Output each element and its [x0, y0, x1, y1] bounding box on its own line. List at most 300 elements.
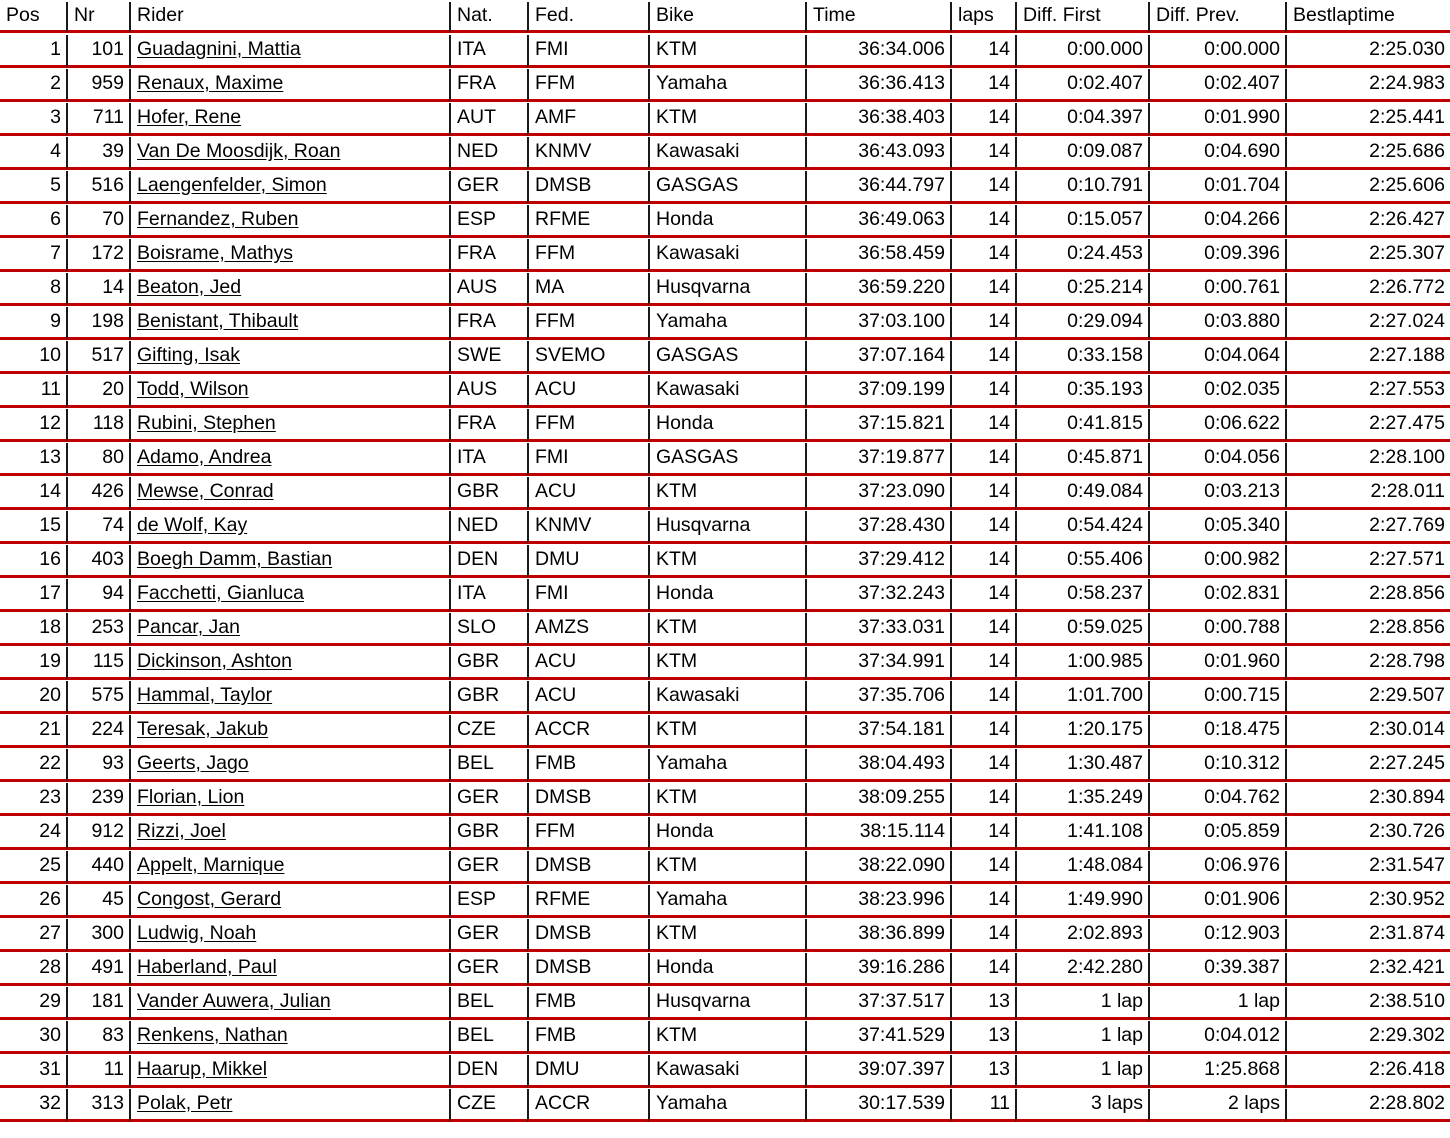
cell-value-fed: FFM — [527, 239, 648, 272]
table-row — [0, 68, 1450, 102]
cell-value-laps: 14 — [950, 273, 1015, 306]
cell-bike — [648, 884, 805, 918]
cell-time — [805, 850, 950, 884]
rider-name-link[interactable]: Facchetti, Gianluca — [137, 581, 304, 604]
cell-value-nat: DEN — [449, 545, 527, 578]
cell-value-pos: 19 — [0, 647, 66, 680]
cell-value-bike: KTM — [648, 783, 805, 816]
rider-name-link[interactable]: Geerts, Jago — [137, 751, 249, 774]
rider-name-link[interactable]: Hofer, Rene — [137, 105, 242, 128]
cell-value-dprev: 0:01.960 — [1148, 647, 1285, 680]
cell-laps — [950, 680, 1015, 714]
cell-value-nr: 45 — [66, 885, 129, 918]
cell-value-time: 36:58.459 — [805, 239, 950, 272]
cell-value-nr: 959 — [66, 69, 129, 102]
table-row — [0, 748, 1450, 782]
table-row — [0, 918, 1450, 952]
cell-dprev — [1148, 782, 1285, 816]
cell-best — [1285, 272, 1450, 306]
cell-value-nr: 517 — [66, 341, 129, 374]
cell-pos — [0, 1088, 66, 1122]
column-header-dprev[interactable] — [1148, 0, 1285, 34]
cell-fed — [527, 952, 648, 986]
rider-cell-inner — [129, 375, 449, 408]
rider-name-link[interactable]: Renaux, Maxime — [137, 71, 284, 94]
cell-rider — [129, 850, 449, 884]
rider-name-link[interactable]: Pancar, Jan — [137, 615, 240, 638]
cell-best — [1285, 680, 1450, 714]
cell-bike — [648, 578, 805, 612]
cell-pos — [0, 34, 66, 68]
rider-cell-inner — [129, 103, 449, 136]
rider-cell-inner — [129, 885, 449, 918]
cell-time — [805, 612, 950, 646]
cell-dfirst — [1015, 68, 1148, 102]
rider-name-link[interactable]: Van De Moosdijk, Roan — [137, 139, 341, 162]
cell-value-best: 2:29.507 — [1285, 681, 1450, 714]
cell-rider — [129, 1088, 449, 1122]
cell-pos — [0, 952, 66, 986]
cell-dprev — [1148, 408, 1285, 442]
cell-value-time: 36:38.403 — [805, 103, 950, 136]
cell-fed — [527, 34, 648, 68]
cell-best — [1285, 238, 1450, 272]
rider-cell-inner — [129, 341, 449, 374]
cell-pos — [0, 612, 66, 646]
cell-value-fed: FMI — [527, 579, 648, 612]
rider-name-link[interactable]: Laengenfelder, Simon — [137, 173, 327, 196]
cell-bike — [648, 748, 805, 782]
cell-value-nat: GER — [449, 171, 527, 204]
cell-value-nr: 575 — [66, 681, 129, 714]
rider-name-link[interactable]: Polak, Petr — [137, 1091, 233, 1114]
cell-dfirst — [1015, 850, 1148, 884]
cell-fed — [527, 714, 648, 748]
cell-value-best: 2:30.952 — [1285, 885, 1450, 918]
rider-name-link[interactable]: Gifting, Isak — [137, 343, 240, 366]
cell-value-best: 2:26.418 — [1285, 1055, 1450, 1088]
cell-dprev — [1148, 646, 1285, 680]
table-row — [0, 578, 1450, 612]
cell-nr — [66, 680, 129, 714]
cell-time — [805, 306, 950, 340]
cell-value-nat: GER — [449, 783, 527, 816]
cell-bike — [648, 646, 805, 680]
cell-nat — [449, 68, 527, 102]
cell-value-pos: 32 — [0, 1089, 66, 1122]
rider-name-link[interactable]: de Wolf, Kay — [137, 513, 248, 536]
column-header-nr[interactable] — [66, 0, 129, 34]
column-header-fed[interactable] — [527, 0, 648, 34]
cell-best — [1285, 816, 1450, 850]
cell-value-pos: 27 — [0, 919, 66, 952]
rider-name-link[interactable]: Vander Auwera, Julian — [137, 989, 331, 1012]
cell-laps — [950, 918, 1015, 952]
cell-value-laps: 14 — [950, 783, 1015, 816]
cell-value-dfirst: 0:33.158 — [1015, 341, 1148, 374]
cell-fed — [527, 170, 648, 204]
cell-rider — [129, 748, 449, 782]
cell-nat — [449, 374, 527, 408]
cell-nr — [66, 986, 129, 1020]
cell-value-nat: ITA — [449, 35, 527, 68]
cell-value-best: 2:31.874 — [1285, 919, 1450, 952]
rider-name-link[interactable]: Fernandez, Ruben — [137, 207, 299, 230]
cell-best — [1285, 170, 1450, 204]
cell-value-laps: 14 — [950, 885, 1015, 918]
cell-value-nat: FRA — [449, 409, 527, 442]
cell-value-dprev: 0:06.622 — [1148, 409, 1285, 442]
cell-value-dprev: 0:04.690 — [1148, 137, 1285, 170]
cell-value-fed: DMU — [527, 1055, 648, 1088]
cell-dprev — [1148, 510, 1285, 544]
cell-value-dfirst: 1:41.108 — [1015, 817, 1148, 850]
cell-bike — [648, 408, 805, 442]
cell-bike — [648, 544, 805, 578]
table-row — [0, 34, 1450, 68]
column-header-nat[interactable] — [449, 0, 527, 34]
cell-laps — [950, 714, 1015, 748]
rider-name-link[interactable]: Dickinson, Ashton — [137, 649, 293, 672]
cell-nr — [66, 918, 129, 952]
cell-laps — [950, 136, 1015, 170]
cell-value-nr: 70 — [66, 205, 129, 238]
cell-rider — [129, 680, 449, 714]
cell-best — [1285, 1020, 1450, 1054]
cell-value-dfirst: 0:49.084 — [1015, 477, 1148, 510]
table-row — [0, 306, 1450, 340]
rider-name-link[interactable]: Renkens, Nathan — [137, 1023, 288, 1046]
cell-fed — [527, 1054, 648, 1088]
cell-best — [1285, 544, 1450, 578]
cell-nat — [449, 748, 527, 782]
cell-value-nr: 11 — [66, 1055, 129, 1088]
cell-dprev — [1148, 1088, 1285, 1122]
rider-name-link[interactable]: Teresak, Jakub — [137, 717, 269, 740]
cell-rider — [129, 306, 449, 340]
table-body — [0, 34, 1450, 1122]
cell-value-time: 38:23.996 — [805, 885, 950, 918]
rider-name-link[interactable]: Adamo, Andrea — [137, 445, 272, 468]
cell-value-bike: KTM — [648, 613, 805, 646]
cell-value-time: 36:44.797 — [805, 171, 950, 204]
cell-value-dfirst: 0:41.815 — [1015, 409, 1148, 442]
cell-nat — [449, 1020, 527, 1054]
cell-value-best: 2:28.798 — [1285, 647, 1450, 680]
cell-value-pos: 10 — [0, 341, 66, 374]
rider-cell-inner — [129, 1089, 449, 1122]
cell-laps — [950, 102, 1015, 136]
cell-nat — [449, 884, 527, 918]
cell-best — [1285, 68, 1450, 102]
cell-best — [1285, 918, 1450, 952]
cell-dfirst — [1015, 578, 1148, 612]
cell-value-laps: 14 — [950, 103, 1015, 136]
cell-pos — [0, 306, 66, 340]
cell-value-dfirst: 1:20.175 — [1015, 715, 1148, 748]
cell-value-time: 37:33.031 — [805, 613, 950, 646]
cell-value-dprev: 0:04.056 — [1148, 443, 1285, 476]
table-row — [0, 714, 1450, 748]
cell-value-nr: 39 — [66, 137, 129, 170]
cell-bike — [648, 782, 805, 816]
rider-name-link[interactable]: Rubini, Stephen — [137, 411, 276, 434]
cell-value-best: 2:26.427 — [1285, 205, 1450, 238]
cell-value-dprev: 0:03.880 — [1148, 307, 1285, 340]
cell-dfirst — [1015, 986, 1148, 1020]
cell-value-dfirst: 0:00.000 — [1015, 35, 1148, 68]
rider-name-link[interactable]: Congost, Gerard — [137, 887, 282, 910]
cell-value-bike: Honda — [648, 953, 805, 986]
cell-time — [805, 748, 950, 782]
cell-value-time: 37:41.529 — [805, 1021, 950, 1054]
cell-rider — [129, 272, 449, 306]
cell-value-laps: 14 — [950, 307, 1015, 340]
cell-value-dprev: 0:09.396 — [1148, 239, 1285, 272]
cell-value-nr: 118 — [66, 409, 129, 442]
cell-laps — [950, 1088, 1015, 1122]
rider-name-link[interactable]: Boisrame, Mathys — [137, 241, 294, 264]
cell-value-time: 37:09.199 — [805, 375, 950, 408]
cell-rider — [129, 374, 449, 408]
cell-nat — [449, 408, 527, 442]
rider-name-link[interactable]: Haberland, Paul — [137, 955, 277, 978]
column-header-laps[interactable] — [950, 0, 1015, 34]
cell-value-laps: 14 — [950, 239, 1015, 272]
rider-name-link[interactable]: Florian, Lion — [137, 785, 245, 808]
cell-pos — [0, 1054, 66, 1088]
cell-value-best: 2:28.802 — [1285, 1089, 1450, 1122]
cell-fed — [527, 102, 648, 136]
cell-value-best: 2:28.100 — [1285, 443, 1450, 476]
cell-nat — [449, 306, 527, 340]
rider-name-link[interactable]: Ludwig, Noah — [137, 921, 257, 944]
cell-value-dprev: 0:06.976 — [1148, 851, 1285, 884]
cell-value-time: 36:59.220 — [805, 273, 950, 306]
cell-fed — [527, 748, 648, 782]
cell-value-bike: KTM — [648, 851, 805, 884]
cell-value-dprev: 0:12.903 — [1148, 919, 1285, 952]
cell-value-time: 38:36.899 — [805, 919, 950, 952]
cell-nr — [66, 1054, 129, 1088]
cell-value-dprev: 0:03.213 — [1148, 477, 1285, 510]
cell-value-dfirst: 0:54.424 — [1015, 511, 1148, 544]
cell-laps — [950, 748, 1015, 782]
cell-dprev — [1148, 68, 1285, 102]
cell-value-nr: 491 — [66, 953, 129, 986]
column-header-bike[interactable] — [648, 0, 805, 34]
cell-laps — [950, 272, 1015, 306]
cell-value-pos: 30 — [0, 1021, 66, 1054]
rider-name-link[interactable]: Hammal, Taylor — [137, 683, 273, 706]
rider-name-link[interactable]: Mewse, Conrad — [137, 479, 274, 502]
cell-value-dfirst: 0:10.791 — [1015, 171, 1148, 204]
cell-value-dprev: 0:02.035 — [1148, 375, 1285, 408]
column-header-time[interactable] — [805, 0, 950, 34]
rider-cell-inner — [129, 613, 449, 646]
cell-value-dfirst: 1:35.249 — [1015, 783, 1148, 816]
table-row — [0, 476, 1450, 510]
cell-nat — [449, 612, 527, 646]
cell-value-time: 38:04.493 — [805, 749, 950, 782]
cell-best — [1285, 578, 1450, 612]
cell-pos — [0, 748, 66, 782]
table-row — [0, 374, 1450, 408]
cell-nr — [66, 238, 129, 272]
cell-value-time: 39:16.286 — [805, 953, 950, 986]
cell-best — [1285, 102, 1450, 136]
table-row — [0, 986, 1450, 1020]
cell-value-bike: KTM — [648, 715, 805, 748]
cell-value-laps: 14 — [950, 749, 1015, 782]
cell-value-bike: Kawasaki — [648, 239, 805, 272]
rider-name-link[interactable]: Benistant, Thibault — [137, 309, 299, 332]
cell-nr — [66, 748, 129, 782]
cell-value-best: 2:27.553 — [1285, 375, 1450, 408]
cell-bike — [648, 816, 805, 850]
cell-dprev — [1148, 1054, 1285, 1088]
cell-laps — [950, 1020, 1015, 1054]
cell-dfirst — [1015, 816, 1148, 850]
cell-laps — [950, 782, 1015, 816]
cell-dprev — [1148, 986, 1285, 1020]
cell-nat — [449, 918, 527, 952]
cell-value-nat: NED — [449, 137, 527, 170]
cell-nat — [449, 646, 527, 680]
cell-value-fed: AMZS — [527, 613, 648, 646]
cell-value-nat: GER — [449, 919, 527, 952]
cell-value-pos: 5 — [0, 171, 66, 204]
cell-value-time: 36:49.063 — [805, 205, 950, 238]
cell-rider — [129, 816, 449, 850]
cell-value-laps: 14 — [950, 613, 1015, 646]
cell-laps — [950, 884, 1015, 918]
cell-best — [1285, 476, 1450, 510]
rider-cell-inner — [129, 545, 449, 578]
cell-value-pos: 22 — [0, 749, 66, 782]
cell-value-pos: 26 — [0, 885, 66, 918]
column-header-best[interactable] — [1285, 0, 1450, 34]
cell-laps — [950, 204, 1015, 238]
cell-time — [805, 442, 950, 476]
table-row — [0, 680, 1450, 714]
rider-cell-inner — [129, 477, 449, 510]
cell-value-bike: Husqvarna — [648, 987, 805, 1020]
cell-rider — [129, 612, 449, 646]
table-row — [0, 136, 1450, 170]
cell-value-dfirst: 1:48.084 — [1015, 851, 1148, 884]
cell-time — [805, 102, 950, 136]
cell-value-nr: 172 — [66, 239, 129, 272]
rider-name-link[interactable]: Beaton, Jed — [137, 275, 242, 298]
cell-time — [805, 476, 950, 510]
cell-best — [1285, 374, 1450, 408]
cell-bike — [648, 1054, 805, 1088]
cell-dprev — [1148, 170, 1285, 204]
cell-dprev — [1148, 544, 1285, 578]
cell-bike — [648, 272, 805, 306]
cell-fed — [527, 1020, 648, 1054]
cell-value-bike: Yamaha — [648, 69, 805, 102]
cell-laps — [950, 476, 1015, 510]
cell-value-fed: FMB — [527, 1021, 648, 1054]
cell-rider — [129, 510, 449, 544]
cell-value-nr: 14 — [66, 273, 129, 306]
cell-time — [805, 986, 950, 1020]
rider-name-link[interactable]: Boegh Damm, Bastian — [137, 547, 333, 570]
cell-value-fed: DMSB — [527, 851, 648, 884]
cell-value-laps: 14 — [950, 171, 1015, 204]
cell-nat — [449, 34, 527, 68]
cell-rider — [129, 340, 449, 374]
cell-laps — [950, 816, 1015, 850]
cell-value-nr: 440 — [66, 851, 129, 884]
cell-value-laps: 14 — [950, 919, 1015, 952]
column-header-rider[interactable] — [129, 0, 449, 34]
cell-pos — [0, 476, 66, 510]
cell-value-best: 2:30.726 — [1285, 817, 1450, 850]
cell-value-bike: Kawasaki — [648, 137, 805, 170]
cell-value-pos: 4 — [0, 137, 66, 170]
rider-cell-inner — [129, 307, 449, 340]
cell-nr — [66, 408, 129, 442]
cell-value-bike: KTM — [648, 1021, 805, 1054]
rider-name-link[interactable]: Todd, Wilson — [137, 377, 249, 400]
cell-value-nr: 83 — [66, 1021, 129, 1054]
cell-value-laps: 14 — [950, 409, 1015, 442]
cell-value-fed: ACU — [527, 375, 648, 408]
cell-value-dfirst: 0:59.025 — [1015, 613, 1148, 646]
cell-dfirst — [1015, 374, 1148, 408]
rider-cell-inner — [129, 69, 449, 102]
cell-value-dfirst: 0:15.057 — [1015, 205, 1148, 238]
rider-name-link[interactable]: Appelt, Marnique — [137, 853, 285, 876]
column-header-dfirst[interactable] — [1015, 0, 1148, 34]
cell-value-fed: ACU — [527, 681, 648, 714]
cell-bike — [648, 986, 805, 1020]
cell-fed — [527, 408, 648, 442]
cell-best — [1285, 340, 1450, 374]
cell-nr — [66, 1088, 129, 1122]
cell-value-nat: BEL — [449, 1021, 527, 1054]
rider-name-link[interactable]: Haarup, Mikkel — [137, 1057, 268, 1080]
cell-dprev — [1148, 272, 1285, 306]
cell-fed — [527, 986, 648, 1020]
cell-dprev — [1148, 850, 1285, 884]
rider-cell-inner — [129, 273, 449, 306]
cell-laps — [950, 952, 1015, 986]
cell-value-bike: Husqvarna — [648, 511, 805, 544]
rider-name-link[interactable]: Guadagnini, Mattia — [137, 37, 301, 60]
cell-dfirst — [1015, 442, 1148, 476]
cell-value-nr: 403 — [66, 545, 129, 578]
cell-value-fed: FFM — [527, 69, 648, 102]
cell-value-nr: 426 — [66, 477, 129, 510]
cell-value-bike: Yamaha — [648, 749, 805, 782]
cell-value-dprev: 0:04.762 — [1148, 783, 1285, 816]
cell-value-best: 2:30.014 — [1285, 715, 1450, 748]
cell-value-bike: GASGAS — [648, 443, 805, 476]
cell-value-nat: AUS — [449, 273, 527, 306]
column-header-pos[interactable] — [0, 0, 66, 34]
cell-value-dfirst: 1 lap — [1015, 987, 1148, 1020]
cell-value-dprev: 0:00.715 — [1148, 681, 1285, 714]
rider-name-link[interactable]: Rizzi, Joel — [137, 819, 226, 842]
cell-value-time: 30:17.539 — [805, 1089, 950, 1122]
table-row — [0, 884, 1450, 918]
cell-nr — [66, 612, 129, 646]
cell-value-pos: 15 — [0, 511, 66, 544]
